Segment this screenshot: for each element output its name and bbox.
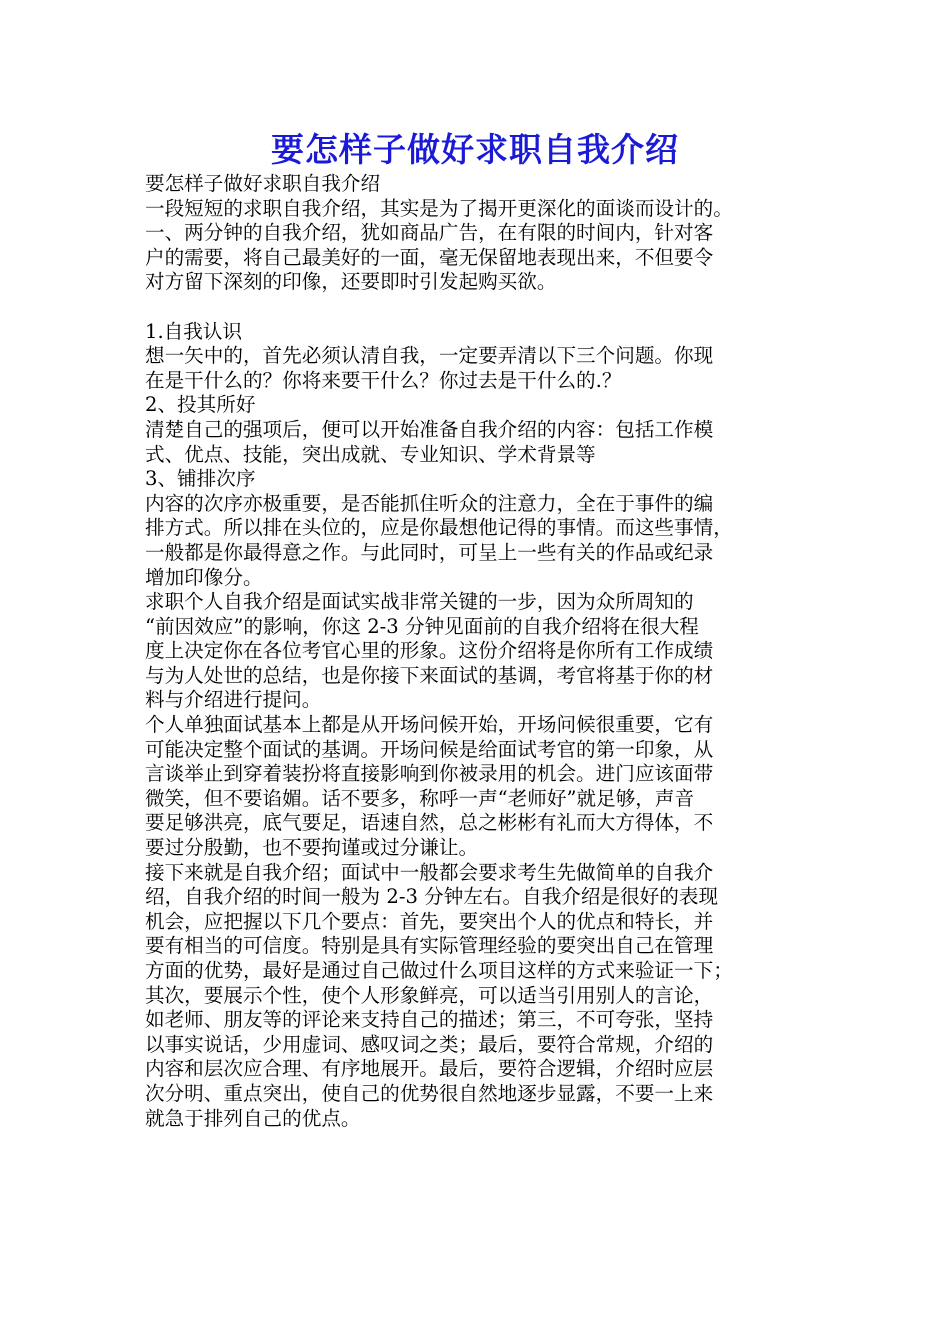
body-line: 方面的优势，最好是通过自己做过什么项目这样的方式来验证一下；	[145, 959, 733, 982]
body-line: “前因效应”的影响，你这 2-3 分钟见面前的自我介绍将在很大程	[145, 614, 699, 638]
body-line: 绍，自我介绍的时间一般为 2-3 分钟左右。自我介绍是很好的表现	[145, 885, 719, 909]
body-line: 如老师、朋友等的评论来支持自己的描述；第三，不可夸张，坚持	[145, 1008, 714, 1032]
body-line: 一般都是你最得意之作。与此同时，可呈上一些有关的作品或纪录	[145, 540, 714, 564]
body-line: 3、铺排次序	[145, 467, 256, 491]
body-line: 户的需要，将自己最美好的一面，毫无保留地表现出来，不但要令	[145, 245, 714, 269]
body-line: 要有相当的可信度。特别是具有实际管理经验的要突出自己在管理	[145, 934, 714, 958]
blank-line	[145, 295, 825, 320]
body-line: 料与介绍进行提问。	[145, 688, 322, 712]
document-body	[145, 172, 825, 1131]
body-line: 个人单独面试基本上都是从开场问候开始，开场问候很重要，它有	[145, 713, 714, 737]
body-line: 要过分殷勤，也不要拘谨或过分谦让。	[145, 836, 479, 860]
body-line: 2、投其所好	[145, 393, 256, 417]
body-line: 要足够洪亮，底气要足，语速自然，总之彬彬有礼而大方得体，不	[145, 811, 714, 835]
body-line: 次分明、重点突出，使自己的优势很自然地逐步显露，不要一上来	[145, 1081, 714, 1105]
body-line: 要怎样子做好求职自我介绍	[145, 172, 381, 195]
body-line: 清楚自己的强项后，便可以开始准备自我介绍的内容：包括工作模	[145, 417, 714, 441]
body-line: 式、优点、技能，突出成就、专业知识、学术背景等	[145, 442, 596, 466]
body-line: 其次，要展示个性，使个人形象鲜亮，可以适当引用别人的言论，	[145, 983, 714, 1007]
body-line: 内容和层次应合理、有序地展开。最后，要符合逻辑，介绍时应层	[145, 1057, 714, 1081]
body-line: 1.自我认识	[145, 319, 243, 343]
body-line: 一、两分钟的自我介绍，犹如商品广告，在有限的时间内，针对客	[145, 221, 714, 245]
body-line: 一段短短的求职自我介绍，其实是为了揭开更深化的面谈而设计的。	[145, 196, 733, 220]
body-line: 在是干什么的？你将来要干什么？你过去是干什么的.？	[145, 368, 622, 392]
body-line: 排方式。所以排在头位的，应是你最想他记得的事情。而这些事情，	[145, 516, 733, 540]
body-line: 机会，应把握以下几个要点：首先，要突出个人的优点和特长，并	[145, 909, 714, 933]
body-line: 内容的次序亦极重要，是否能抓住听众的注意力，全在于事件的编	[145, 491, 714, 515]
body-line: 微笑，但不要谄媚。话不要多，称呼一声“老师好”就足够，声音	[145, 786, 695, 810]
body-line: 可能决定整个面试的基调。开场问候是给面试考官的第一印象，从	[145, 737, 714, 761]
document-title: 要怎样子做好求职自我介绍	[271, 130, 679, 169]
body-line: 想一矢中的，首先必须认清自我，一定要弄清以下三个问题。你现	[145, 344, 714, 368]
body-line: 以事实说话，少用虚词、感叹词之类；最后，要符合常规，介绍的	[145, 1032, 714, 1056]
body-line: 求职个人自我介绍是面试实战非常关键的一步，因为众所周知的	[145, 590, 694, 614]
body-line: 与为人处世的总结，也是你接下来面试的基调，考官将基于你的材	[145, 663, 714, 687]
body-line: 就急于排列自己的优点。	[145, 1106, 361, 1130]
body-line: 增加印像分。	[145, 565, 263, 589]
body-line: 度上决定你在各位考官心里的形象。这份介绍将是你所有工作成绩	[145, 639, 714, 663]
body-line: 接下来就是自我介绍；面试中一般都会要求考生先做简单的自我介	[145, 860, 714, 884]
body-line: 言谈举止到穿着装扮将直接影响到你被录用的机会。进门应该面带	[145, 762, 714, 786]
body-line: 对方留下深刻的印像，还要即时引发起购买欲。	[145, 270, 557, 294]
